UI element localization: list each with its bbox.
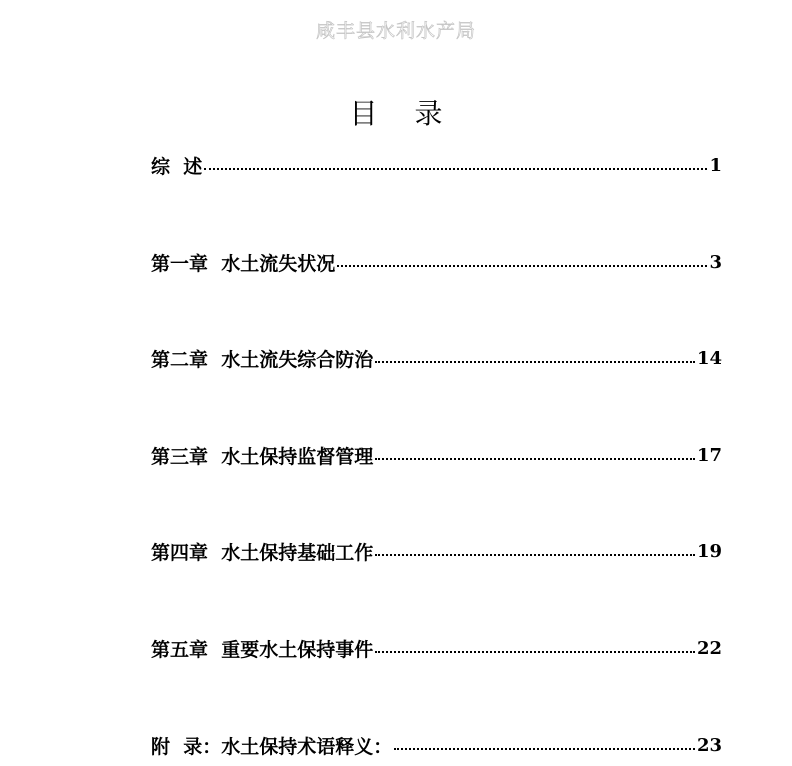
toc-leader-dots: [375, 361, 695, 363]
toc-entry-chapter-5[interactable]: [151, 635, 722, 661]
header-watermark: 咸丰县水利水产局: [315, 20, 476, 42]
toc-entry-label: 第三章 水土保持监督管理: [151, 445, 374, 468]
toc-title: 目 录: [349, 97, 457, 130]
toc-entry-label: 附 录：水土保持术语释义：: [151, 735, 393, 758]
toc-entry-chapter-3[interactable]: [151, 442, 722, 468]
toc-leader-dots: [204, 168, 707, 170]
toc-entry-label: 第四章 水土保持基础工作: [151, 541, 374, 564]
toc-entry-page: 3: [709, 251, 722, 273]
toc-leader-dots: [375, 554, 695, 556]
toc-entry-label: 综 述: [151, 155, 203, 178]
toc-entry-chapter-4[interactable]: [151, 538, 722, 564]
toc-entry-page: 17: [696, 444, 722, 466]
toc-leader-dots: [375, 458, 695, 460]
toc-entry-page: 19: [696, 540, 722, 562]
toc-entry-label: 第二章 水土流失综合防治: [151, 348, 374, 371]
toc-entry-overview[interactable]: [151, 152, 722, 178]
toc-leader-dots: [394, 748, 695, 750]
toc-entry-chapter-1[interactable]: [151, 249, 722, 275]
toc-entry-page: 14: [696, 347, 722, 369]
toc-entry-label: 第五章 重要水土保持事件: [151, 638, 374, 661]
toc-entry-page: 1: [709, 154, 722, 176]
toc-entry-page: 22: [696, 637, 722, 659]
toc-leader-dots: [375, 651, 695, 653]
toc-entry-appendix[interactable]: [151, 732, 722, 758]
toc-leader-dots: [337, 265, 707, 267]
toc-entry-chapter-2[interactable]: [151, 345, 722, 371]
toc-entry-label: 第一章 水土流失状况: [151, 252, 336, 275]
toc-entry-page: 23: [696, 734, 722, 756]
